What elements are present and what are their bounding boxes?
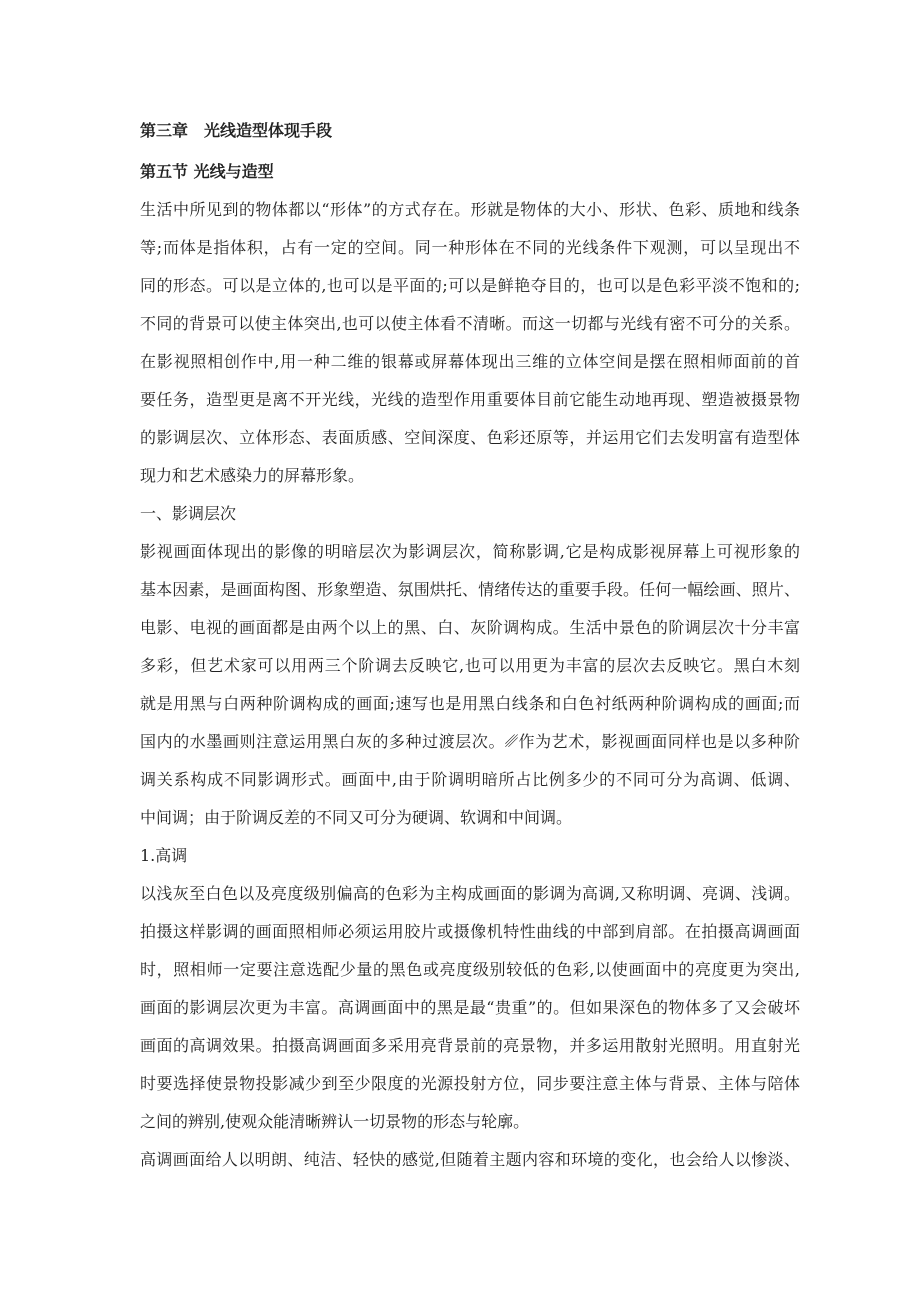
text-line: 要任务，造型更是离不开光线，光线的造型作用重要体目前它能生动地再现、塑造被摄景物 [140, 390, 800, 409]
text-line: 调关系构成不同影调形式。画面中,由于阶调明暗所占比例多少的不同可分为高调、低调、 [140, 770, 800, 789]
text-line: 同的形态。可以是立体的,也可以是平面的;可以是鲜艳夺目的，也可以是色彩平淡不饱和的; [140, 276, 800, 295]
text-line: 之间的辨别,使观众能清晰辨认一切景物的形态与轮廓。 [140, 1112, 530, 1131]
text-line: 基本因素，是画面构图、形象塑造、氛围烘托、情绪传达的重要手段。任何一幅绘画、照片、 [140, 580, 800, 599]
text-line: 拍摄这样影调的画面照相师必须运用胶片或摄像机特性曲线的中部到肩部。在拍摄高调画面 [140, 922, 800, 941]
text-line: 中间调；由于阶调反差的不同又可分为硬调、软调和中间调。 [140, 808, 573, 827]
text-line: 高调画面给人以明朗、纯洁、轻快的感觉,但随着主题内容和环境的变化，也会给人以惨淡、 [140, 1150, 800, 1169]
text-line: 画面的影调层次更为丰富。高调画面中的黑是最“贵重”的。但如果深色的物体多了又会破坏 [140, 998, 800, 1017]
text-line: 影视画面体现出的影像的明暗层次为影调层次，简称影调,它是构成影视屏幕上可视形象的 [140, 542, 800, 561]
text-line: 时要选择使景物投影减少到至少限度的光源投射方位，同步要注意主体与背景、主体与陪体 [140, 1074, 800, 1093]
subheading: 1.高调 [140, 846, 188, 865]
text-line: 时，照相师一定要注意选配少量的黑色或亮度级别较低的色彩,以使画面中的亮度更为突出, [140, 960, 800, 979]
text-line: 国内的水墨画则注意运用黑白灰的多种过渡层次。␥作为艺术，影视画面同样也是以多种阶 [140, 732, 800, 751]
text-line: 现力和艺术感染力的屏幕形象。 [140, 466, 365, 485]
subheading: 一、影调层次 [140, 504, 237, 523]
text-line: 的影调层次、立体形态、表面质感、空间深度、色彩还原等，并运用它们去发明富有造型体 [140, 428, 800, 447]
chapter-title: 第三章 光线造型体现手段 [140, 121, 333, 140]
text-line: 多彩，但艺术家可以用两三个阶调去反映它,也可以用更为丰富的层次去反映它。黑白木刻 [140, 656, 800, 675]
text-line: 就是用黑与白两种阶调构成的画面;速写也是用黑白线条和白色衬纸两种阶调构成的画面;而 [140, 694, 800, 713]
text-line: 画面的高调效果。拍摄高调画面多采用亮背景前的亮景物，并多运用散射光照明。用直射光 [140, 1036, 800, 1055]
text-line: 不同的背景可以使主体突出,也可以使主体看不清晰。而这一切都与光线有密不可分的关系。 [140, 314, 800, 333]
text-line: 在影视照相创作中,用一种二维的银幕或屏幕体现出三维的立体空间是摆在照相师面前的首 [140, 352, 800, 371]
section-title: 第五节 光线与造型 [140, 162, 274, 181]
text-line: 电影、电视的画面都是由两个以上的黑、白、灰阶调构成。生活中景色的阶调层次十分丰富 [140, 618, 800, 637]
text-line: 等;而体是指体积，占有一定的空间。同一种形体在不同的光线条件下观测，可以呈现出不 [140, 238, 800, 257]
text-line: 以浅灰至白色以及亮度级别偏高的色彩为主构成画面的影调为高调,又称明调、亮调、浅调。 [140, 884, 800, 903]
text-line: 生活中所见到的物体都以“形体”的方式存在。形就是物体的大小、形状、色彩、质地和线条 [140, 200, 800, 219]
